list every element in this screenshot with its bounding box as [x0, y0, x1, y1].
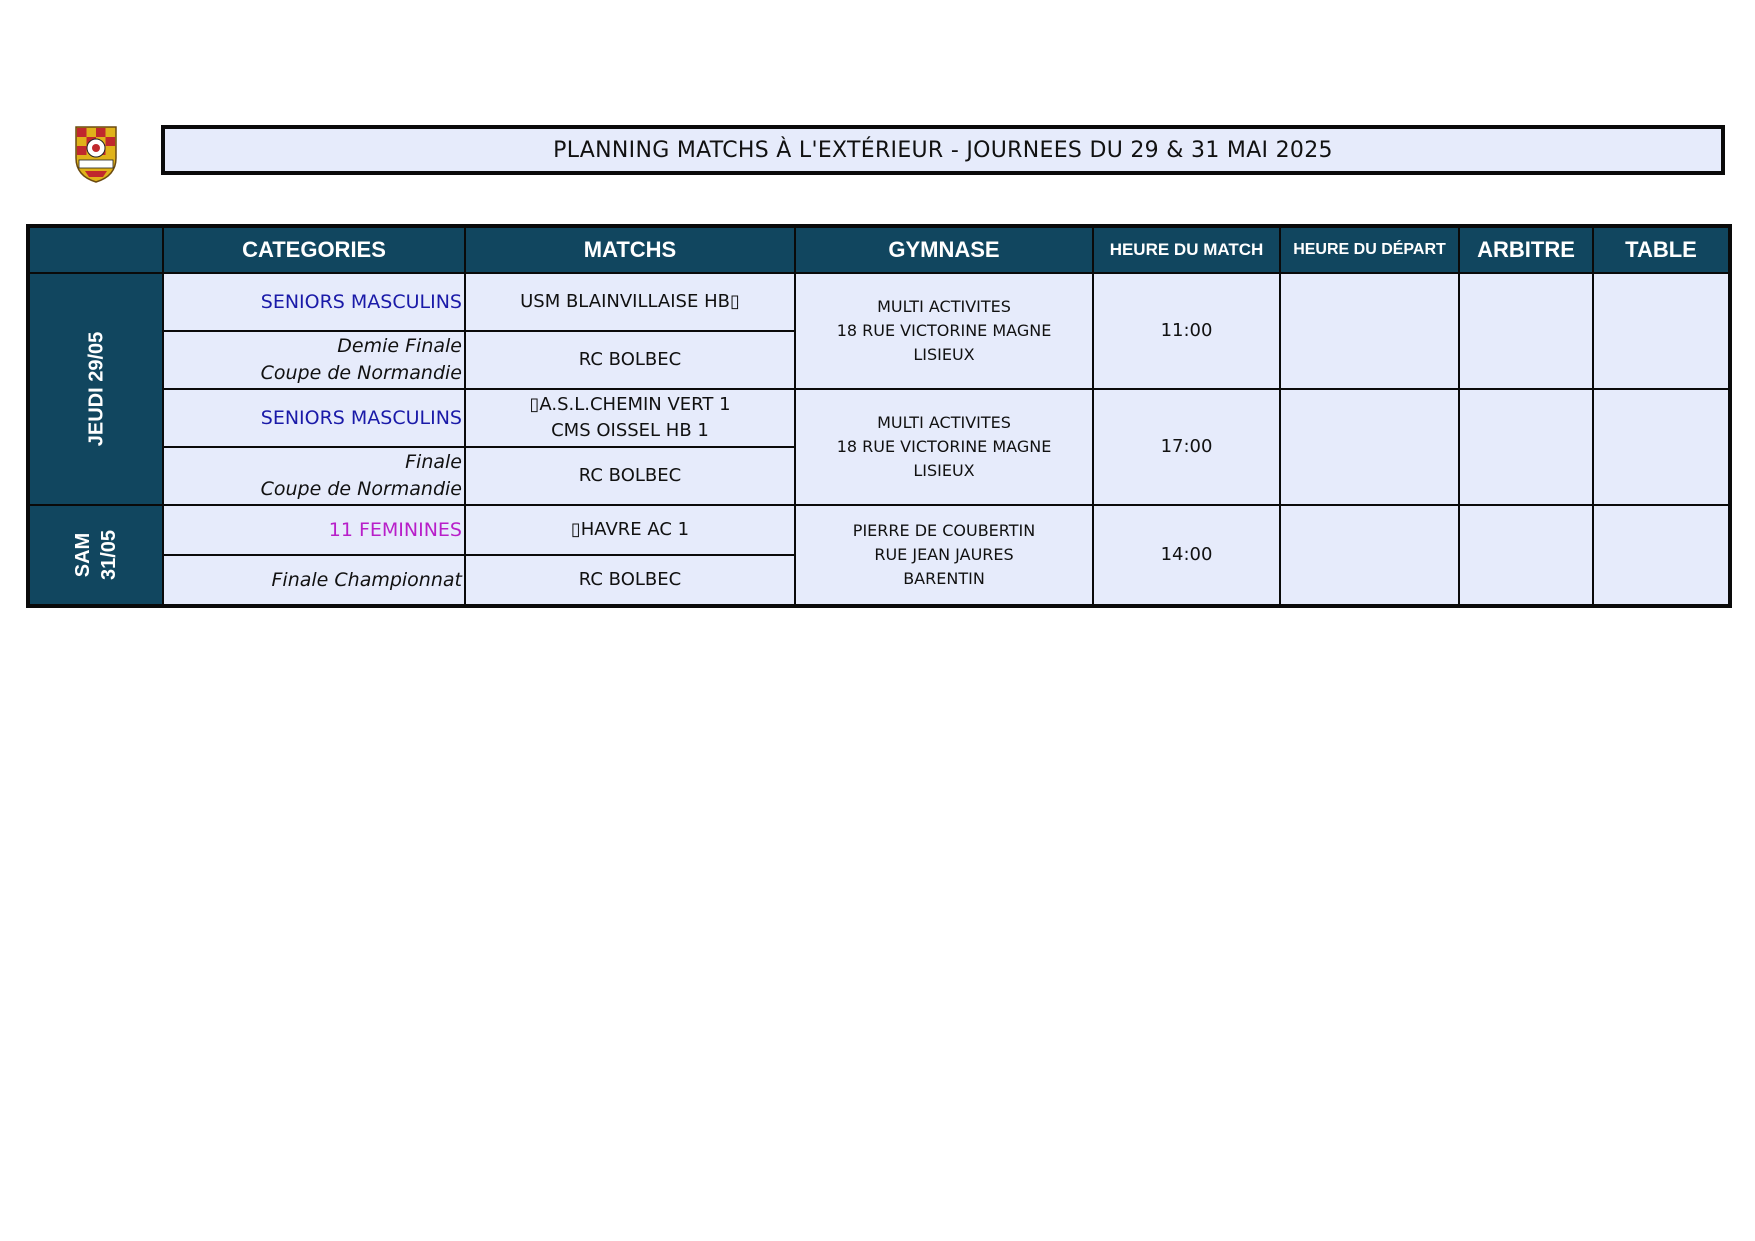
competition-cell	[163, 447, 465, 505]
table-official-cell[interactable]	[1593, 505, 1730, 606]
match-time-cell	[1093, 389, 1280, 505]
table-row	[28, 389, 1730, 447]
day-cell-jeudi	[28, 273, 163, 505]
referee-cell[interactable]	[1459, 389, 1593, 505]
match-time-cell	[1093, 273, 1280, 389]
competition-line: Coupe de Normandie	[260, 362, 462, 384]
home-team-cell	[465, 389, 795, 447]
header-arbitre: ARBITRE	[1459, 226, 1593, 273]
departure-time-cell[interactable]	[1280, 505, 1459, 606]
header-table: TABLE	[1593, 226, 1730, 273]
away-team-cell	[465, 331, 795, 389]
gym-cell	[795, 505, 1093, 606]
header-day	[28, 226, 163, 273]
day-cell-samedi	[28, 505, 163, 606]
gym-city: LISIEUX	[913, 345, 975, 364]
competition-cell	[163, 555, 465, 606]
category-cell	[163, 273, 465, 331]
away-team-cell	[465, 555, 795, 606]
header-row	[28, 226, 1730, 273]
competition-line: Finale	[405, 451, 462, 473]
home-team-cell	[465, 273, 795, 331]
away-team: RC BOLBEC	[578, 465, 682, 486]
category-cell	[163, 389, 465, 447]
table-official-cell[interactable]	[1593, 389, 1730, 505]
departure-time-cell[interactable]	[1280, 273, 1459, 389]
header-categories: CATEGORIES	[163, 226, 465, 273]
match-time: 11:00	[1160, 320, 1213, 341]
home-team: ▯A.S.L.CHEMIN VERT 1	[529, 394, 731, 415]
club-crest-icon	[73, 124, 119, 184]
gym-name: MULTI ACTIVITES	[877, 413, 1011, 432]
competition-cell	[163, 331, 465, 389]
competition-line: Demie Finale	[337, 335, 462, 357]
category-label: 11 FEMININES	[328, 518, 462, 541]
home-team: ▯HAVRE AC 1	[570, 519, 690, 540]
gym-name: PIERRE DE COUBERTIN	[852, 521, 1036, 540]
away-team: RC BOLBEC	[578, 349, 682, 370]
competition-line: Finale Championnat	[271, 568, 462, 591]
home-team: USM BLAINVILLAISE HB▯	[520, 291, 740, 312]
home-team: CMS OISSEL HB 1	[551, 420, 709, 441]
category-label: SENIORS MASCULINS	[260, 290, 462, 313]
gym-cell	[795, 389, 1093, 505]
day-label-line: 31/05	[98, 529, 120, 581]
page-title: PLANNING MATCHS À L'EXTÉRIEUR - JOURNEES DU 29 & 31 MAI 2025	[161, 125, 1725, 175]
match-time: 17:00	[1160, 436, 1213, 457]
match-time-cell	[1093, 505, 1280, 606]
match-time: 14:00	[1160, 544, 1213, 565]
match-schedule-table	[26, 224, 1732, 608]
gym-city: BARENTIN	[903, 569, 985, 588]
header-matchs: MATCHS	[465, 226, 795, 273]
referee-cell[interactable]	[1459, 505, 1593, 606]
day-label-line: SAM	[72, 532, 94, 578]
gym-street: 18 RUE VICTORINE MAGNE	[836, 437, 1052, 456]
referee-cell[interactable]	[1459, 273, 1593, 389]
header-heure-match: HEURE DU MATCH	[1093, 226, 1280, 273]
table-official-cell[interactable]	[1593, 273, 1730, 389]
header-heure-depart: HEURE DU DÉPART	[1280, 226, 1459, 273]
category-label: SENIORS MASCULINS	[260, 406, 462, 429]
home-team-cell	[465, 505, 795, 555]
gym-name: MULTI ACTIVITES	[877, 297, 1011, 316]
table-row	[28, 273, 1730, 331]
day-label: JEUDI 29/05	[84, 331, 107, 447]
gym-street: RUE JEAN JAURES	[874, 545, 1014, 564]
gym-city: LISIEUX	[913, 461, 975, 480]
gym-cell	[795, 273, 1093, 389]
gym-street: 18 RUE VICTORINE MAGNE	[836, 321, 1052, 340]
day-label	[70, 530, 122, 580]
departure-time-cell[interactable]	[1280, 389, 1459, 505]
category-cell	[163, 505, 465, 555]
table-row	[28, 505, 1730, 555]
competition-line: Coupe de Normandie	[260, 478, 462, 500]
away-team: RC BOLBEC	[578, 569, 682, 590]
header-gymnase: GYMNASE	[795, 226, 1093, 273]
away-team-cell	[465, 447, 795, 505]
